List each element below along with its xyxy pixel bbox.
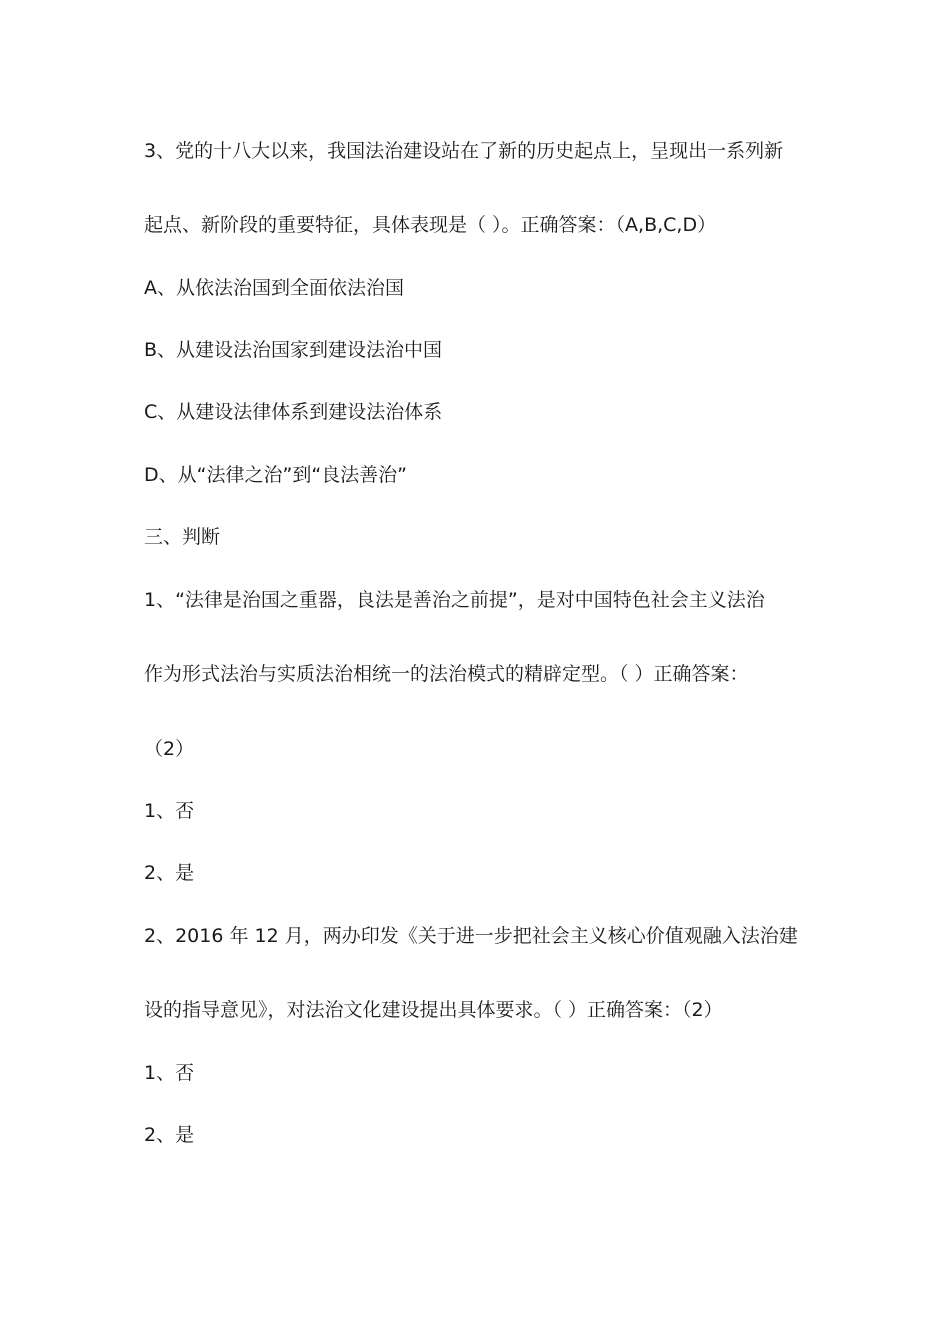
judgment-2-option-1: 1、否 (144, 1062, 195, 1084)
judgment-1-option-2: 2、是 (144, 862, 195, 884)
question-3-option-d: D、从“法律之治”到“良法善治” (144, 464, 408, 486)
section-heading: 三、判断 (144, 526, 221, 548)
question-3-option-a: A、从依法治国到全面依法治国 (144, 277, 404, 299)
judgment-2-option-2: 2、是 (144, 1124, 195, 1146)
judgment-1-text-line-2: 作为形式法治与实质法治相统一的法治模式的精辟定型。（ ）正确答案： (144, 663, 749, 685)
judgment-1-answer: （2） (144, 738, 195, 760)
question-3-text-line-1: 3、党的十八大以来，我国法治建设站在了新的历史起点上，呈现出一系列新 (144, 140, 784, 162)
judgment-2-text-line-1: 2、2016 年 12 月，两办印发《关于进一步把社会主义核心价值观融入法治建 (144, 925, 798, 947)
judgment-1-text-line-1: 1、“法律是治国之重器，良法是善治之前提”，是对中国特色社会主义法治 (144, 589, 765, 611)
question-3-option-b: B、从建设法治国家到建设法治中国 (144, 339, 443, 361)
judgment-1-option-1: 1、否 (144, 800, 195, 822)
question-3-text-line-2: 起点、新阶段的重要特征，具体表现是（ ）。正确答案：（A,B,C,D） (144, 214, 717, 236)
question-3-option-c: C、从建设法律体系到建设法治体系 (144, 401, 443, 423)
judgment-2-text-line-2: 设的指导意见》，对法治文化建设提出具体要求。（ ）正确答案：（2） (144, 999, 723, 1021)
